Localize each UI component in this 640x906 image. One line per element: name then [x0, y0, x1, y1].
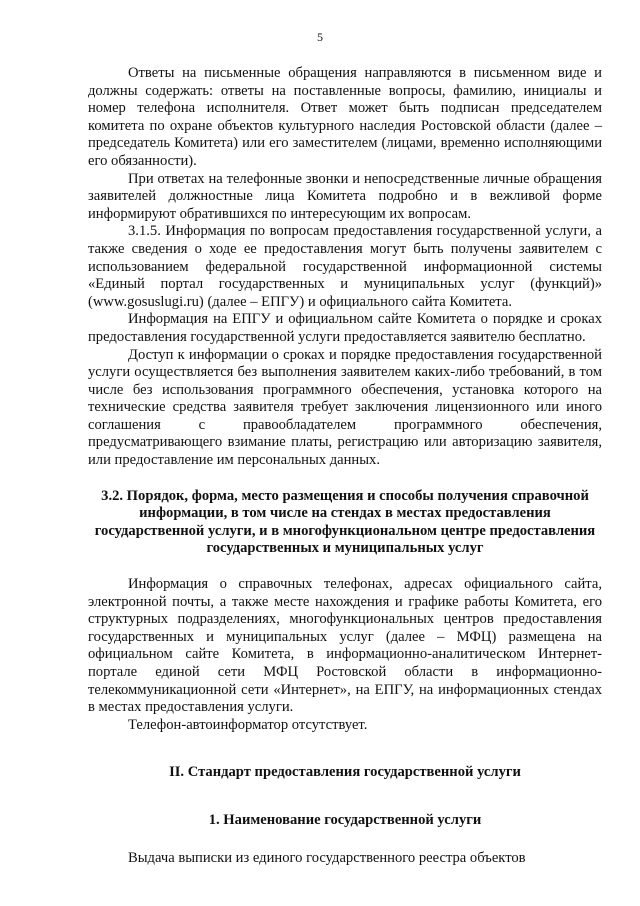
section-heading-II: II. Стандарт предоставления государственной услуги [169, 764, 521, 781]
section-heading-3-2: 3.2. Порядок, форма, место размещения и способы получения справочной информации, в том числе на стендах в местах предоставления государственной услуги, и в многофункциональном центре предоставления государственных и муниципальных услуг [94, 487, 596, 557]
paragraph-access: Доступ к информации о сроках и порядке предоставления государственной услуги осуществляется без выполнения заявителем каких-либо требований, в том числе без использования программного обеспечения, установка которого на технические средства заявителя требует заключения лицензионного или иного соглашения с правообладателем программного обеспечения, предусматривающего взимание платы, регистрацию или авторизацию заявителя, или предоставление им персональных данных. [88, 346, 602, 469]
paragraph-written-replies: Ответы на письменные обращения направляются в письменном виде и должны содержать: ответы на поставленные вопросы, фамилию, инициалы и номер телефона исполнителя. Ответ может быть подписан председателем комитета по охране объектов культурного наследия Ростовской области (далее – председатель Комитета) или его заместителем (лицами, временно исполняющими его обязанности). [88, 65, 602, 169]
paragraph-autoinformer: Телефон-автоинформатор отсутствует. [128, 716, 368, 733]
paragraph-reference-info: Информация о справочных телефонах, адресах официального сайта, электронной почты, а также месте нахождения и графике работы Комитета, его структурных подразделениях, многофункциональных центров предоставления государственных и муниципальных услуг (далее – МФЦ) размещена на официальном сайте Комитета, в информационно-аналитическом Интернет-портале единой сети МФЦ Ростовской области в информационно-телекоммуникационной сети «Интернет», на ЕПГУ, на информационных стендах в местах предоставления услуги. [88, 576, 602, 716]
paragraph-free-info: Информация на ЕПГУ и официальном сайте Комитета о порядке и сроках предоставления государственной услуги предоставляется заявителю бесплатно. [88, 311, 602, 345]
section-heading-1: 1. Наименование государственной услуги [208, 811, 482, 828]
document-body [88, 65, 602, 867]
paragraph-phone-replies: При ответах на телефонные звонки и непосредственные личные обращения заявителей должностные лица Комитета подробно и в вежливой форме информируют обратившихся по интересующим их вопросам. [88, 170, 602, 222]
paragraph-3-1-5: 3.1.5. Информация по вопросам предоставления государственной услуги, а также сведения о ходе ее предоставления могут быть получены заявителем с использованием федеральной государственной информационной системы «Единый портал государственных и муниципальных услуг (функций)» (www.gosuslugi.ru) (далее – ЕПГУ) и официального сайта Комитета. [88, 223, 602, 310]
page-number: 5 [317, 30, 323, 44]
paragraph-service-name: Выдача выписки из единого государственного реестра объектов [128, 849, 526, 866]
